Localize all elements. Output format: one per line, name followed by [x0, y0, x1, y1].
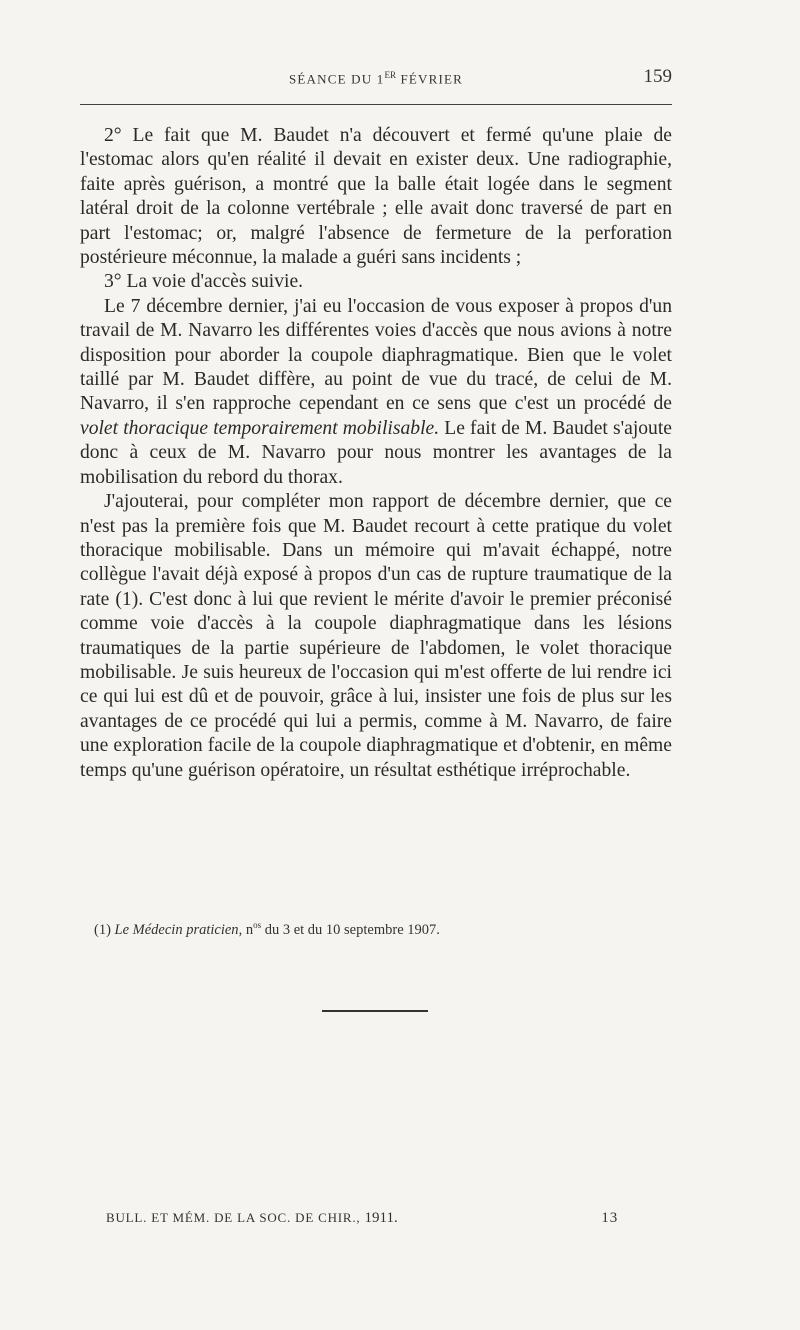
footnote	[80, 916, 672, 939]
footer-year: 1911.	[364, 1210, 398, 1226]
paragraph-1: 2° Le fait que M. Baudet n'a découvert et fermé qu'une plaie de l'estomac alors qu'en réalité il devait en exister deux. Une radiographie, faite après guérison, a montré que la balle était logée dans le segment latéral droit de la colonne vertébrale ; elle avait donc traversé de part en part l'estomac; or, malgré l'absence de fermeture de la perforation postérieure méconnue, la malade a guéri sans incidents ;	[80, 125, 672, 269]
paragraph-3-part-b: Le fait de M. Baudet s'ajoute donc à ceux de M. Navarro pour nous montrer les avantages de la mobilisation du rebord du thorax.	[80, 417, 672, 488]
footnote-rest: du 3 et du 10 septembre 1907.	[261, 921, 440, 938]
footnote-marker: (1)	[94, 921, 115, 938]
signature-mark: 13	[601, 1210, 618, 1226]
header-rule	[80, 104, 672, 105]
paragraph-4: J'ajouterai, pour compléter mon rapport de décembre dernier, que ce n'est pas la première fois que M. Baudet recourt à cette pratique du volet thoracique mobilisable. Dans un mémoire qui m'avait échappé, notre collègue l'avait déjà exposé à propos d'un cas de rupture traumatique de la rate (1). C'est donc à lui que revient le mérite d'avoir le premier préconisé comme voie d'accès à la coupole diaphragmatique dans les lésions traumatiques de la partie supérieure de l'abdomen, le volet thoracique mobilisable. Je suis heureux de l'occasion qui m'est offerte de lui rendre ici ce qui lui est dû et de pouvoir, grâce à lui, insister une fois de plus sur les avantages de ce procédé qui lui a permis, comme à M. Navarro, de faire une exploration facile de la coupole diaphragmatique et d'obtenir, en même temps qu'une guérison opératoire, un résultat esthétique irréprochable.	[80, 491, 672, 781]
running-title-suffix: FÉVRIER	[396, 71, 464, 87]
footnote-separator: , n	[238, 921, 254, 938]
running-header	[80, 64, 672, 94]
body-text	[80, 124, 672, 783]
paragraph-3-italic: volet thoracique temporairement mobilisable.	[80, 417, 440, 439]
page-number: 159	[643, 66, 672, 87]
paragraph-3	[80, 295, 672, 490]
end-rule	[322, 1010, 428, 1012]
running-title-sup: ER	[384, 70, 397, 80]
footer-journal-name: BULL. ET MÉM. DE LA SOC. DE CHIR.,	[106, 1210, 365, 1225]
footer-journal	[106, 1210, 398, 1227]
paragraph-2: 3° La voie d'accès suivie.	[104, 271, 304, 293]
paragraph-3-part-a: Le 7 décembre dernier, j'ai eu l'occasion de vous exposer à propos d'un travail de M. Navarro les différentes voies d'accès que nous avions à notre disposition pour aborder la coupole diaphragmatique. Bien que le volet taillé par M. Baudet diffère, au point de vue du tracé, de celui de M. Navarro, il s'en rapproche cependant en ce sens que c'est un procédé de	[80, 295, 672, 415]
footnote-superscript: os	[253, 920, 262, 930]
running-title	[80, 70, 672, 87]
running-title-prefix: SÉANCE DU 1	[288, 71, 385, 87]
footnote-journal: Le Médecin praticien	[114, 921, 239, 938]
